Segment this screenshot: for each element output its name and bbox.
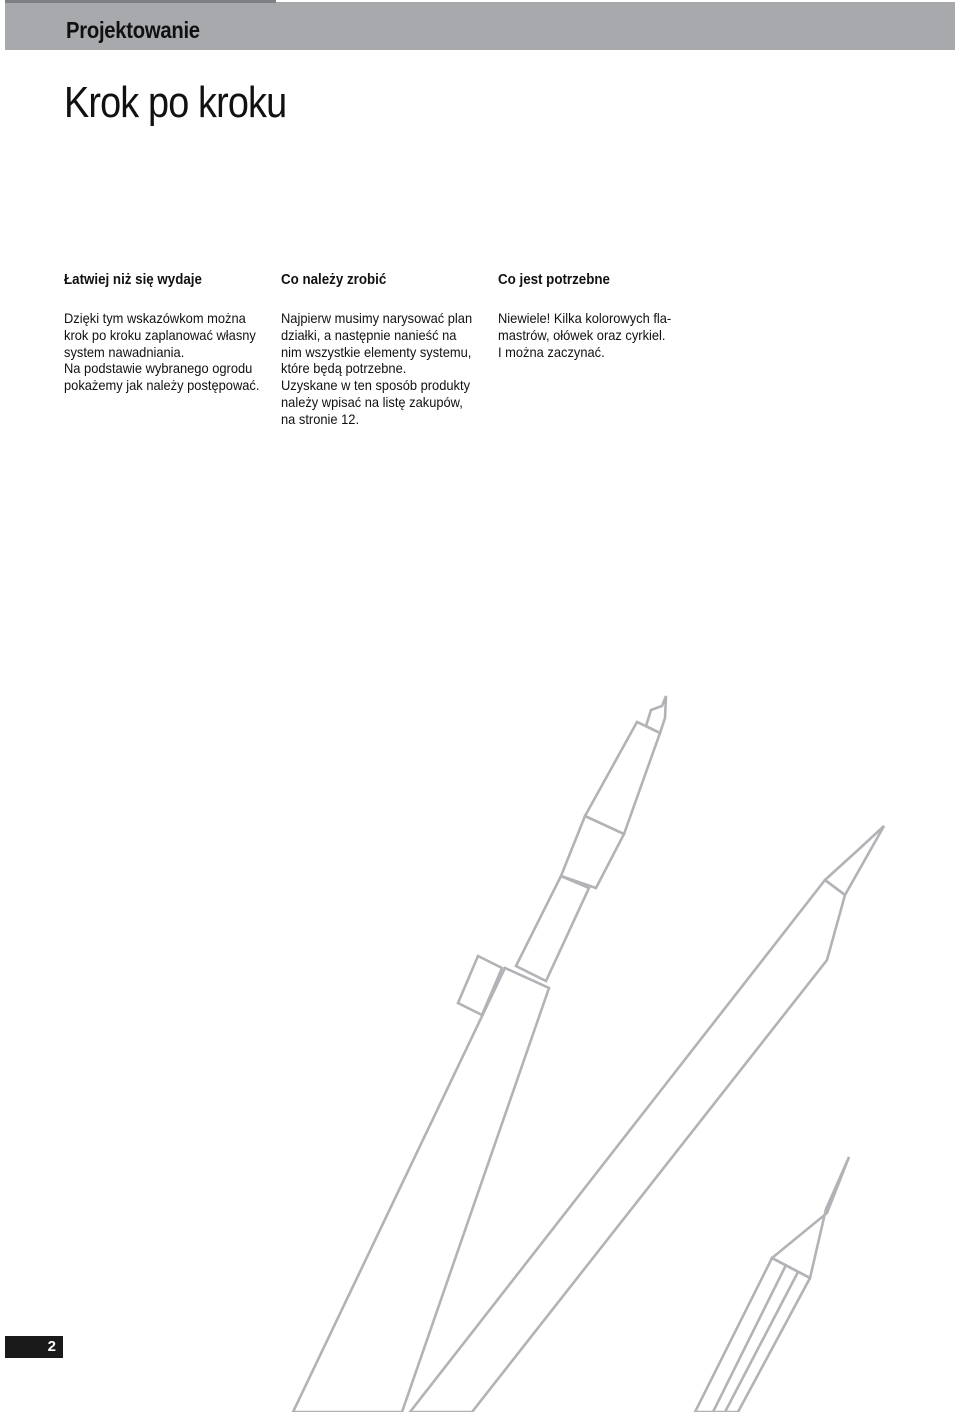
body-line: Dzięki tym wskazówkom można xyxy=(64,310,246,326)
body-line: działki, a następnie nanieść na xyxy=(281,326,457,343)
body-line: Najpierw musimy narysować plan xyxy=(281,310,473,326)
pencil-icon xyxy=(410,826,884,1412)
body-line: system nawadniania. xyxy=(64,343,185,360)
body-line: należy wpisać na listę zakupów, xyxy=(281,393,463,410)
body-line: na stronie 12. xyxy=(281,410,360,427)
body-line: I można zaczynać. xyxy=(498,343,605,360)
body-line: nim wszystkie elementy systemu, xyxy=(281,343,472,360)
body-line: krok po kroku zaplanować własny xyxy=(64,326,256,343)
body-line: mastrów, ołówek oraz cyrkiel. xyxy=(498,326,666,343)
column-heading: Co należy zrobić xyxy=(281,272,387,288)
column-heading: Łatwiej niż się wydaje xyxy=(64,272,202,288)
body-line: Niewiele! Kilka kolorowych fla- xyxy=(498,310,672,326)
column-heading: Co jest potrzebne xyxy=(498,272,610,288)
pen-icon xyxy=(695,1157,849,1412)
body-line: Na podstawie wybranego ogrodu xyxy=(64,360,253,377)
body-line: Uzyskane w ten sposób produkty xyxy=(281,377,471,394)
section-title: Projektowanie xyxy=(66,17,200,43)
page-title: Krok po kroku xyxy=(64,78,287,127)
page-number: 2 xyxy=(47,1338,56,1355)
marker-icon xyxy=(293,696,666,1412)
body-line: które będą potrzebne. xyxy=(281,360,407,377)
body-line: pokażemy jak należy postępować. xyxy=(64,377,260,394)
